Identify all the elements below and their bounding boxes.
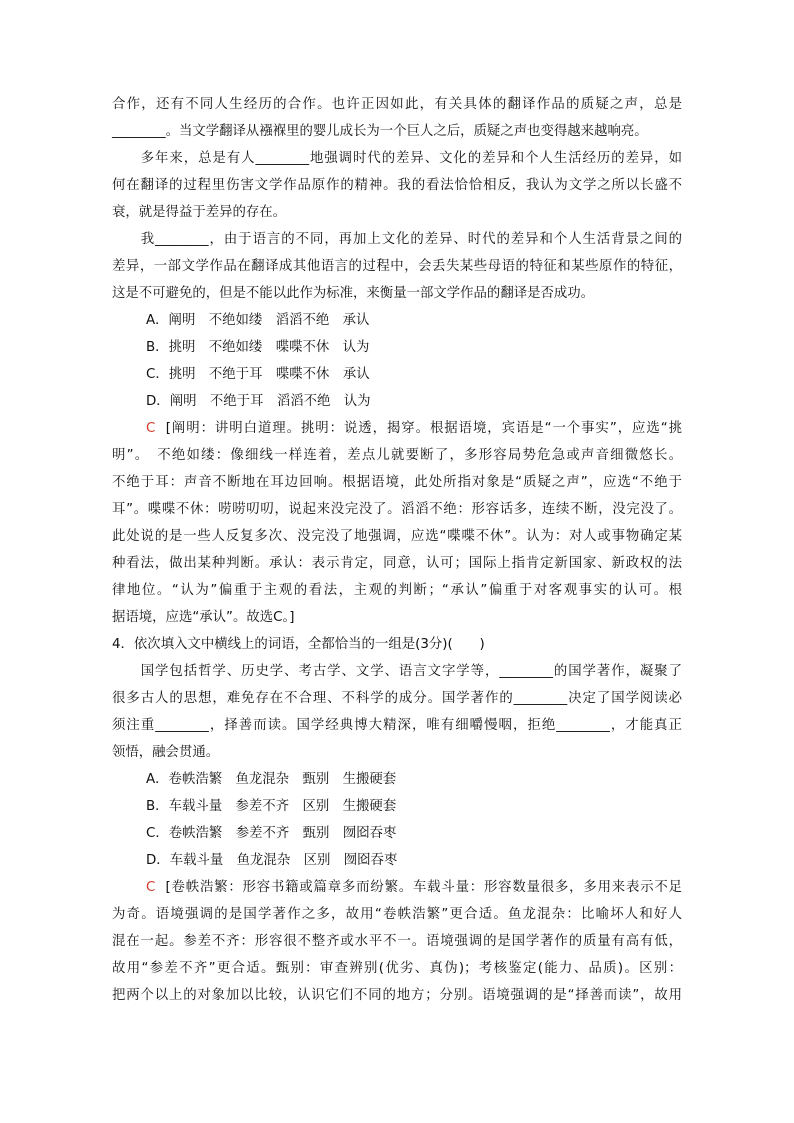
option-a: A．卷帙浩繁 鱼龙混杂 甄别 生搬硬套 [146, 772, 397, 787]
passage-line: 我________，由于语言的不同，再加上文化的差异、时代的差异和个人生活背景之间的 [112, 232, 682, 247]
explanation-line: 明”。 不绝如缕：像细线一样连着，差点儿就要断了，多形容局势危急或声音细微悠长。 [112, 448, 682, 463]
passage-line: 衰，就是得益于差异的存在。 [112, 205, 287, 220]
passage-line: ________。当文学翻译从襁褓里的婴儿成长为一个巨人之后，质疑之声也变得越来越响亮。 [112, 124, 648, 139]
explanation-line: C [阐明：讲明白道理。挑明：说透，揭穿。根据语境，宾语是“一个事实”，应选“挑 [146, 421, 682, 436]
passage-line: 何在翻译的过程里伤害文学作品原作的精神。我的看法恰恰相反，我认为文学之所以长盛不 [112, 178, 682, 193]
option-c: C．挑明 不绝于耳 喋喋不休 承认 [146, 367, 370, 382]
passage-line: 多年来，总是有人________地强调时代的差异、文化的差异和个人生活经历的差异，如 [112, 151, 682, 166]
explanation-line: 种看法，做出某种判断。承认：表示肯定，同意，认可；国际上指肯定新国家、新政权的法 [112, 556, 682, 571]
explanation-line: 故用“参差不齐”更合适。甄别：审查辨别(优劣、真伪)；考核鉴定(能力、品质)。区别： [112, 961, 682, 976]
option-b: B．车载斗量 参差不齐 区别 生搬硬套 [146, 799, 397, 814]
passage-line: 须注重________，择善而读。国学经典博大精深，唯有细嚼慢咽，拒绝________，才能真正 [112, 718, 682, 733]
option-c: C．卷帙浩繁 参差不齐 甄别 囫囵吞枣 [146, 826, 397, 841]
explanation-line: 不绝于耳：声音不断地在耳边回响。根据语境，此处所指对象是“质疑之声”，应选“不绝于 [112, 475, 682, 490]
explanation-line: 为奇。语境强调的是国学著作之多，故用“卷帙浩繁”更合适。鱼龙混杂：比喻坏人和好人 [112, 907, 682, 922]
explanation-line: 据语境，应选“承认”。故选C。] [112, 610, 295, 625]
explanation-line: C [卷帙浩繁：形容书籍或篇章多而纷繁。车载斗量：形容数量很多，多用来表示不足 [146, 880, 682, 895]
explanation-line: 此处说的是一些人反复多次、没完没了地强调，应选“喋喋不休”。认为：对人或事物确定某 [112, 529, 682, 544]
explanation-line: 律地位。“认为”偏重于主观的看法，主观的判断；“承认”偏重于对客观事实的认可。根 [112, 583, 682, 598]
passage-line: 这是不可避免的，但是不能以此作为标准，来衡量一部文学作品的翻译是否成功。 [112, 286, 595, 301]
passage-line: 领悟，融会贯通。 [112, 745, 220, 760]
question-stem: 4．依次填入文中横线上的词语，全都恰当的一组是(3分)( ) [112, 637, 485, 652]
passage-line: 国学包括哲学、历史学、考古学、文学、语言文字学等，________的国学著作，凝聚了 [112, 664, 682, 679]
option-d: D．阐明 不绝于耳 滔滔不绝 认为 [146, 394, 371, 409]
option-b: B．挑明 不绝如缕 喋喋不休 认为 [146, 340, 370, 355]
passage-line: 很多古人的思想，难免存在不合理、不科学的成分。国学著作的________决定了国学阅读必 [112, 691, 682, 706]
passage-line: 差异，一部文学作品在翻译成其他语言的过程中，会丢失某些母语的特征和某些原作的特征， [112, 259, 682, 274]
explanation-line: 混在一起。参差不齐：形容很不整齐或水平不一。语境强调的是国学著作的质量有高有低， [112, 934, 682, 949]
option-d: D．车载斗量 鱼龙混杂 区别 囫囵吞枣 [146, 853, 398, 868]
explanation-line: 把两个以上的对象加以比较，认识它们不同的地方；分别。语境强调的是“择善而读”，故用 [112, 988, 682, 1003]
explanation-line: 耳”。喋喋不休：唠唠叨叨，说起来没完没了。滔滔不绝：形容话多，连续不断，没完没了。 [112, 502, 682, 517]
answer-letter: C [146, 421, 156, 436]
passage-line: 合作，还有不同人生经历的合作。也许正因如此，有关具体的翻译作品的质疑之声，总是 [112, 97, 682, 112]
option-a: A．阐明 不绝如缕 滔滔不绝 承认 [146, 313, 370, 328]
answer-letter: C [146, 880, 156, 895]
